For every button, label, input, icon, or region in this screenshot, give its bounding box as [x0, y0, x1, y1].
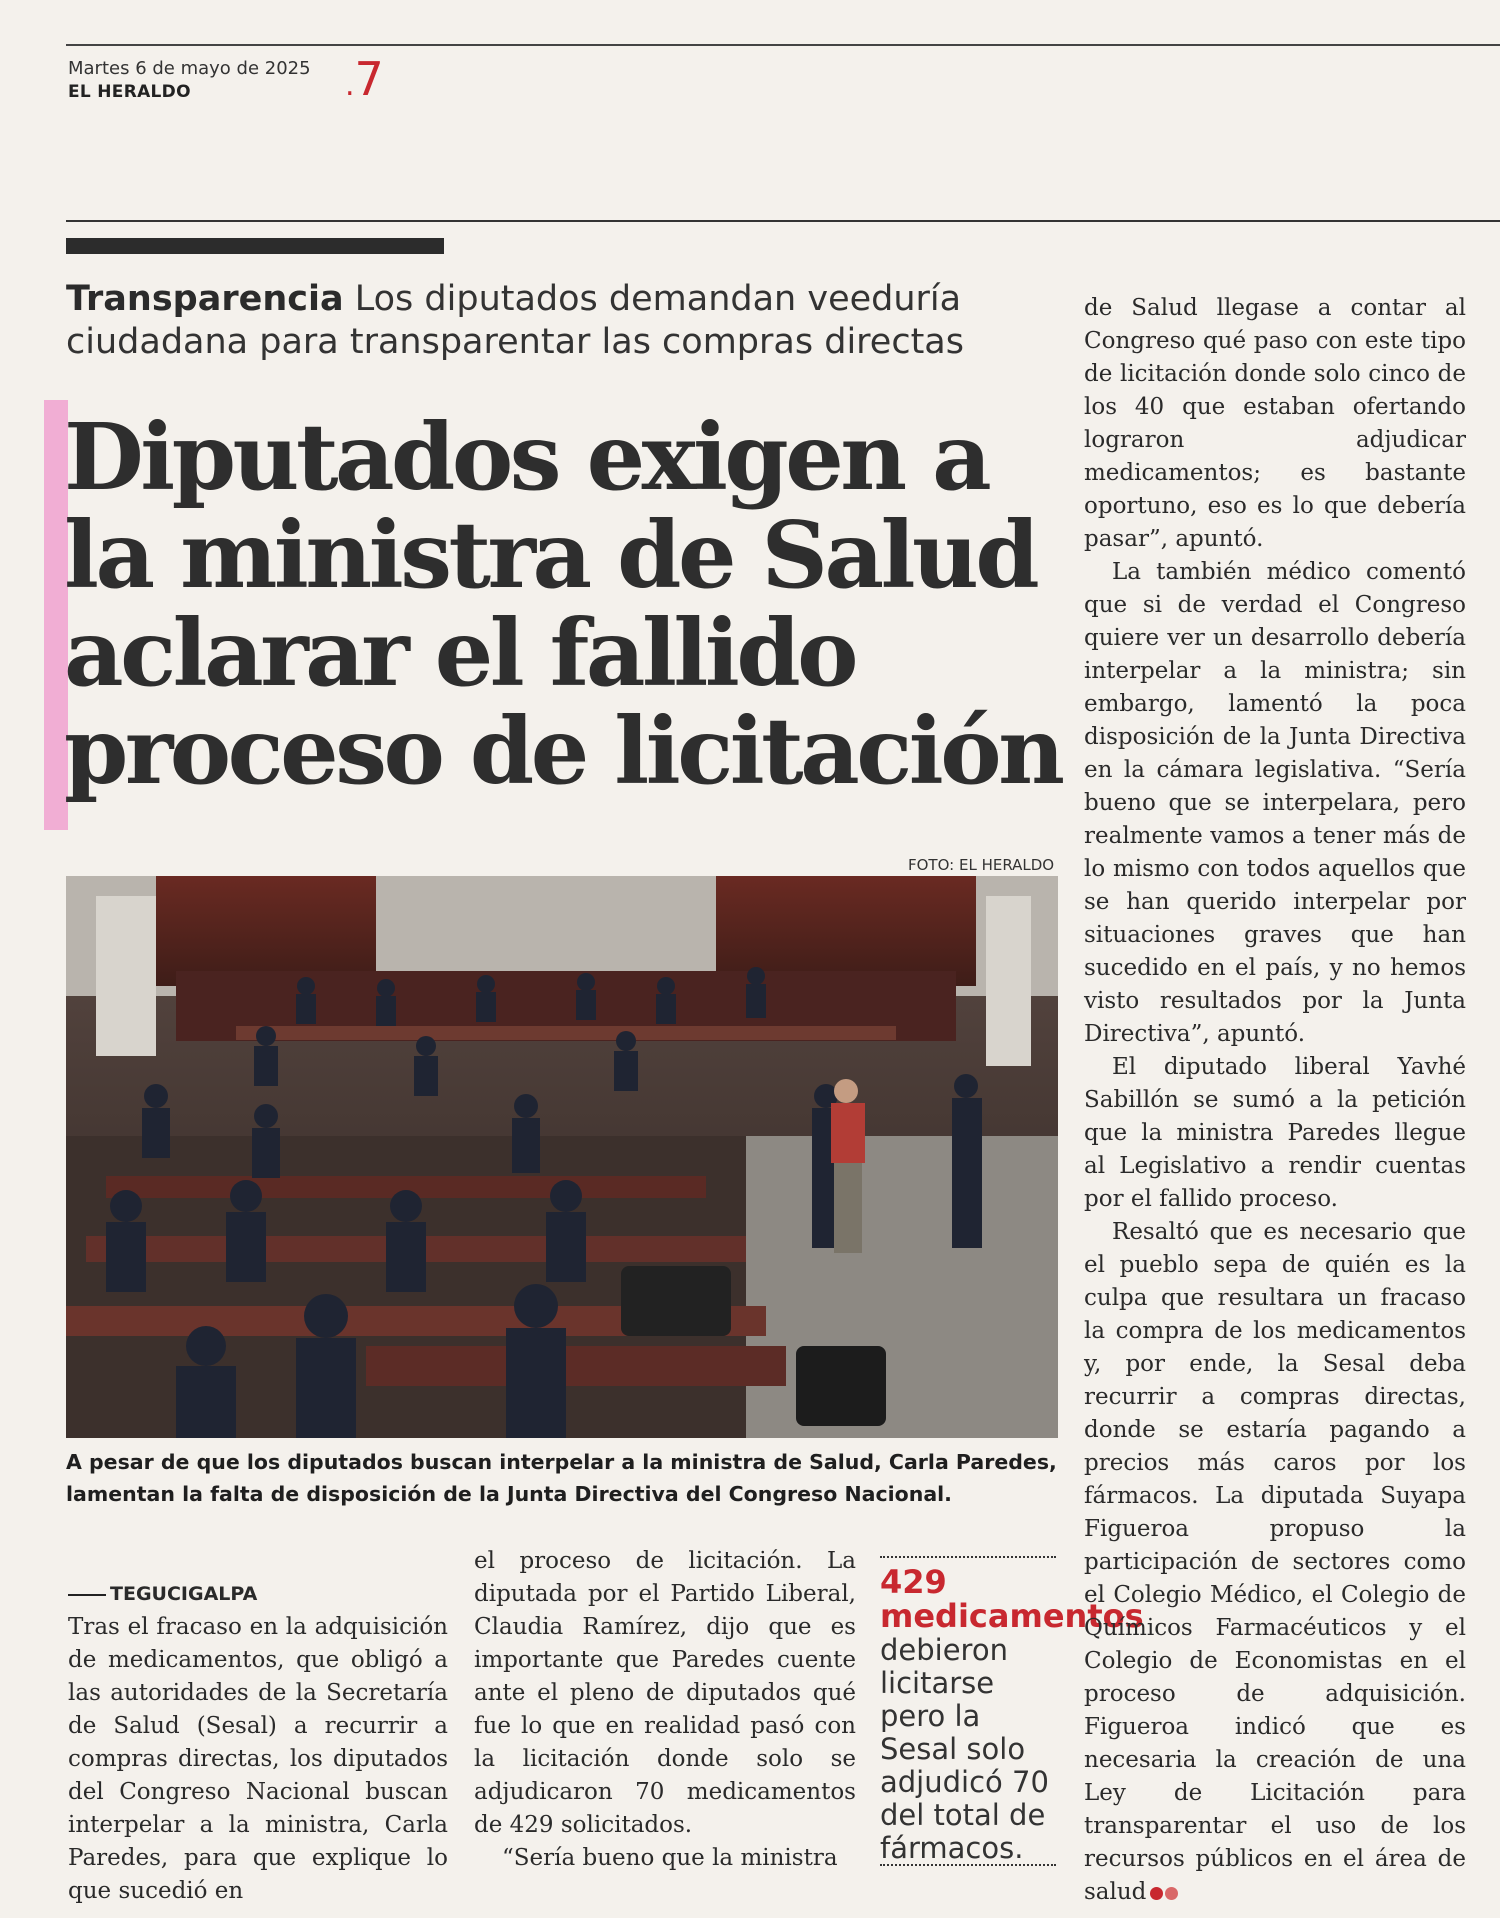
kicker — [66, 278, 1026, 364]
dateline-text: TEGUCIGALPA — [110, 1583, 258, 1605]
headline-line-4: proceso de licitación — [64, 697, 1062, 805]
issue-date: Martes 6 de mayo de 2025 — [68, 58, 311, 79]
newspaper-name: EL HERALDO — [68, 82, 191, 102]
col3-paragraph-2: La también médico comentó que si de verdad el Congreso quiere ver un desarrollo debería interpelar a la ministra; sin embargo, lamentó la poca disposición de la Junta Directiva en la cámara legislativa. “Sería bueno que se interpelara, pero realmente vamos a tener más de lo mismo con todos aquellos que se han querido interpelar por situaciones graves que han sucedido en el país, y no hemos visto resultados por la Junta Directiva”, apuntó. — [1084, 559, 1466, 1047]
pullquote-top-rule — [880, 1556, 1056, 1558]
headline-line-1: Diputados exigen a — [64, 403, 989, 511]
end-mark-dot-icon — [1150, 1887, 1163, 1900]
page-number-dot: . — [345, 68, 355, 103]
photo-credit: FOTO: EL HERALDO — [908, 856, 1055, 874]
dateline — [68, 1578, 448, 1611]
dateline-dash — [68, 1594, 106, 1596]
col2-paragraph-1: el proceso de licitación. La diputada por el Partido Liberal, Claudia Ramírez, dijo que es importante que Paredes cuente ante el pleno de diputados qué fue lo que en realidad pasó con la licitación donde solo se adjudicaron 70 medicamentos de 429 solicitados. — [474, 1548, 856, 1838]
kicker-text: Los diputados demandan veeduría ciudadana para transparentar las compras directas — [66, 279, 964, 362]
congress-chamber-photo — [66, 876, 1058, 1438]
pullquote-text: debieron licitarse pero la Sesal solo adjudicó 70 del total de fármacos. — [880, 1633, 1049, 1865]
page-number — [345, 52, 384, 106]
col3-paragraph-1: de Salud llegase a contar al Congreso qué paso con este tipo de licitación donde solo cinco de los 40 que estaban ofertando lograron adjudicar medicamentos; es bastante oportuno, eso es lo que debería pasar”, apuntó. — [1084, 295, 1466, 552]
section-bar — [66, 238, 444, 254]
pullquote-bottom-rule — [880, 1864, 1056, 1866]
article-column-1 — [68, 1578, 448, 1908]
pullquote — [880, 1563, 1144, 1865]
col1-paragraph: Tras el fracaso en la adquisición de medicamentos, que obligó a las autoridades de la Secretaría de Salud (Sesal) a recurrir a compras directas, los diputados del Congreso Nacional buscan interpelar a la ministra, Carla Paredes, para que explique lo que sucedió en — [68, 1614, 448, 1904]
col3-paragraph-3: El diputado liberal Yavhé Sabillón se sumó a la petición que la ministra Paredes llegue al Legislativo a rendir cuentas por el fallido proceso. — [1084, 1054, 1466, 1212]
headline — [64, 403, 1074, 805]
col3-paragraph-4-text: Resaltó que es necesario que el pueblo sepa de quién es la culpa que resultara un fracaso la compra de los medicamentos y, por ende, la Sesal deba recurrir a compras directas, donde se estaría pagando a precios más caros por los fármacos. La diputada Suyapa Figueroa propuso la participación de sectores como el Colegio Médico, el Colegio de Químicos Farmacéuticos y el Colegio de Economistas en el proceso de adquisición. Figueroa indicó que es necesaria la creación de una Ley de Licitación para transparentar el uso de los recursos públicos en el área de salud — [1084, 1219, 1466, 1905]
section-rule — [66, 220, 1500, 222]
headline-line-2: la ministra de Salud — [64, 501, 1037, 609]
article-column-3 — [1084, 292, 1466, 1909]
pullquote-highlight: 429 medicamentos — [880, 1563, 1144, 1635]
col2-paragraph-2: “Sería bueno que la ministra — [502, 1845, 838, 1871]
kicker-label: Transparencia — [66, 279, 344, 319]
headline-line-3: aclarar el fallido — [64, 599, 856, 707]
photo-caption: A pesar de que los diputados buscan interpelar a la ministra de Salud, Carla Paredes, lamentan la falta de disposición de la Junta Directiva del Congreso Nacional. — [66, 1450, 1057, 1506]
chamber-illustration — [66, 876, 1058, 1438]
top-rule — [66, 44, 1500, 46]
end-mark-dot-icon-2 — [1165, 1887, 1178, 1900]
page-number-value: 7 — [354, 52, 384, 106]
article-column-2 — [474, 1545, 856, 1875]
col3-paragraph-4 — [1084, 1216, 1466, 1909]
